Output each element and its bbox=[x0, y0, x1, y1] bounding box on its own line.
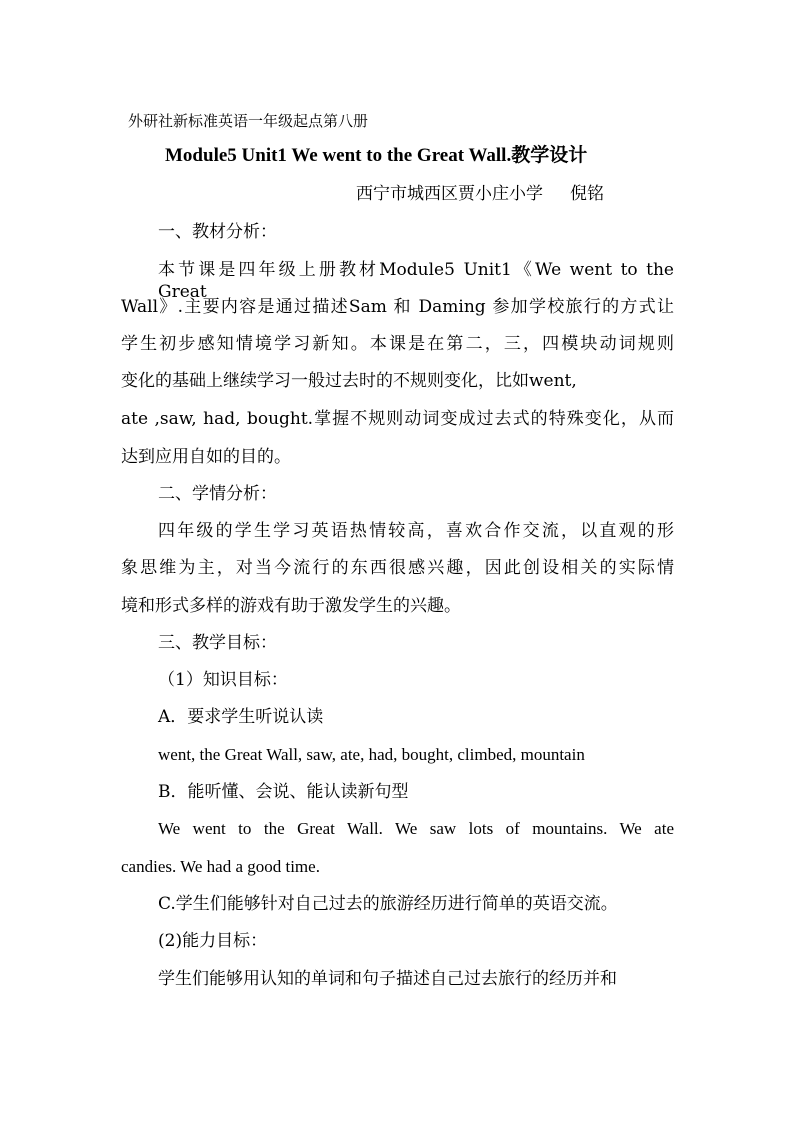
paragraph-line: 象思维为主，对当今流行的东西很感兴趣，因此创设相关的实际情 bbox=[121, 558, 674, 578]
section-heading-student-analysis: 二、学情分析： bbox=[158, 484, 277, 504]
goal-a-label: A．要求学生听说认读 bbox=[158, 707, 324, 727]
paragraph-line: 学生初步感知情境学习新知。本课是在第二，三，四模块动词规则 bbox=[121, 334, 674, 354]
paragraph-line: 四年级的学生学习英语热情较高，喜欢合作交流，以直观的形 bbox=[158, 521, 674, 541]
goal-b-sentences: We went to the Great Wall. We saw lots of mountains. We ate bbox=[158, 819, 674, 838]
author-line: 西宁市城西区贾小庄小学 倪铭 bbox=[356, 184, 605, 204]
textbook-line: 外研社新标准英语一年级起点第八册 bbox=[128, 112, 369, 130]
goal-b-sentences: candies. We had a good time. bbox=[121, 857, 320, 876]
goal-c-line: C.学生们能够针对自己过去的旅游经历进行简单的英语交流。 bbox=[158, 894, 618, 914]
section-heading-teaching-goals: 三、教学目标： bbox=[158, 633, 277, 653]
ability-goal-line: 学生们能够用认知的单词和句子描述自己过去旅行的经历并和 bbox=[158, 969, 617, 989]
paragraph-line: 本节课是四年级上册教材Module5 Unit1《We went to the Great bbox=[158, 260, 674, 302]
document-title: Module5 Unit1 We went to the Great Wall.教学设计 bbox=[165, 145, 588, 166]
goal-a-words: went, the Great Wall, saw, ate, had, bought, climbed, mountain bbox=[158, 745, 585, 764]
paragraph-line: ate ,saw, had, bought.掌握不规则动词变成过去式的特殊变化，从而 bbox=[121, 409, 674, 429]
paragraph-line: 境和形式多样的游戏有助于激发学生的兴趣。 bbox=[121, 596, 461, 616]
subheading-ability-goals: (2)能力目标： bbox=[158, 931, 268, 951]
section-heading-textbook-analysis: 一、教材分析： bbox=[158, 222, 277, 242]
goal-b-label: B．能听懂、会说、能认读新句型 bbox=[158, 782, 409, 802]
paragraph-line: 达到应用自如的目的。 bbox=[121, 447, 291, 467]
paragraph-line: 变化的基础上继续学习一般过去时的不规则变化，比如went, bbox=[121, 371, 577, 391]
subheading-knowledge-goals: （1）知识目标： bbox=[158, 670, 288, 690]
paragraph-line: Wall》.主要内容是通过描述Sam 和 Daming 参加学校旅行的方式让 bbox=[121, 297, 674, 317]
